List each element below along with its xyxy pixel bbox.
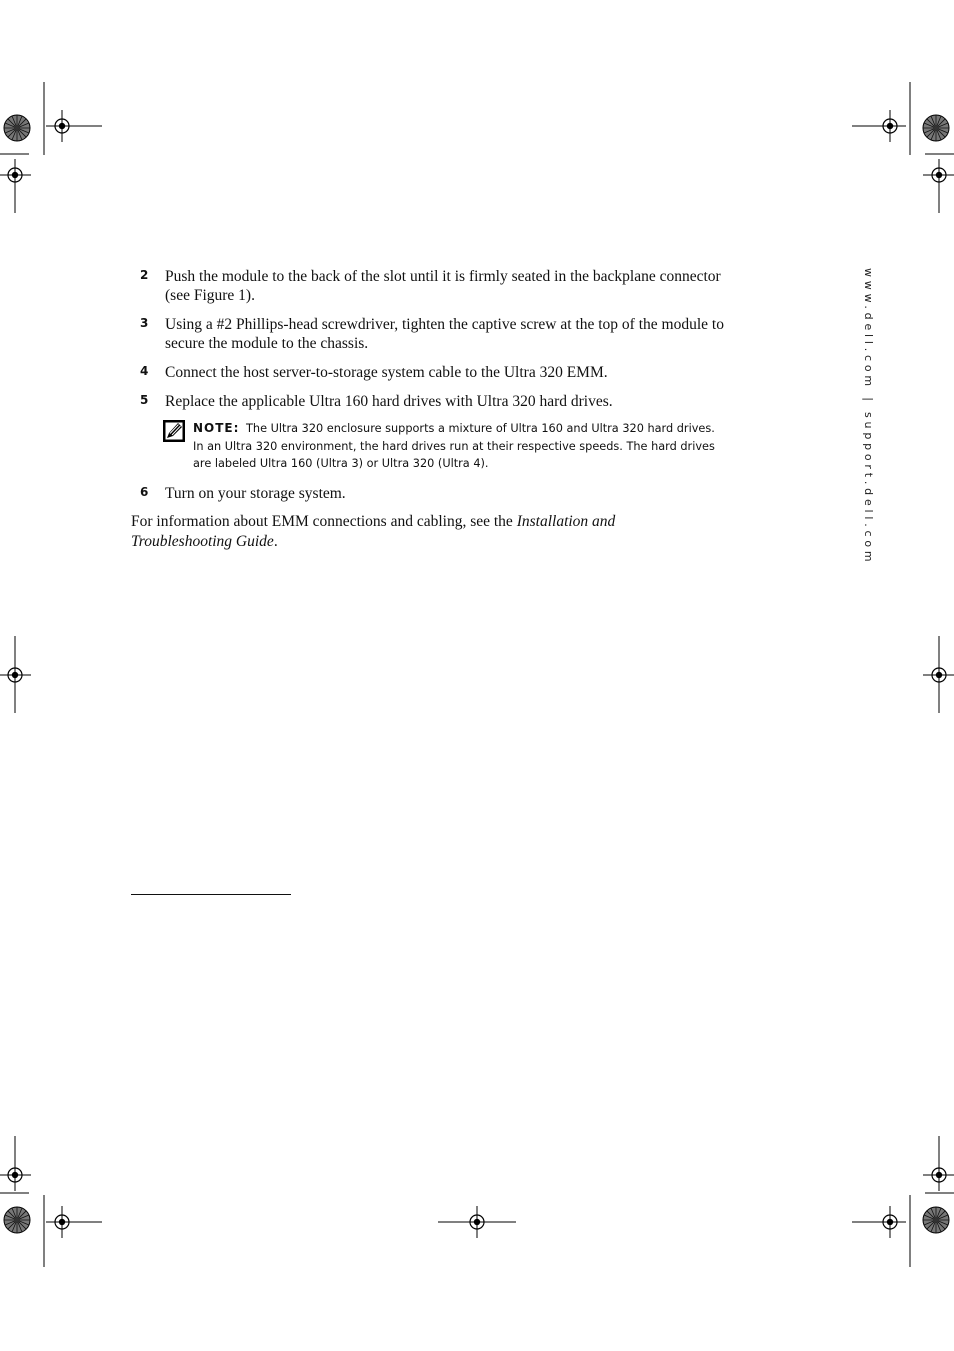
closing-paragraph (131, 512, 691, 552)
closing-text-end: . (273, 533, 278, 550)
note-body: The Ultra 320 enclosure supports a mixture of Ultra 160 and Ultra 320 hard drives. In an Ultra 320 environment, the hard drives run at their respective speeds. The hard drives are labeled Ultra 160 (Ultra 3) or Ultra 320 (Ultra 4). (193, 422, 715, 470)
step-text: Turn on your storage system. (165, 485, 346, 502)
closing-text: For information about EMM connections and cabling, see the (131, 513, 517, 530)
step-number: 6 (140, 485, 149, 499)
sidebar-url: www.dell.com | support.dell.com (862, 268, 875, 566)
note-text (193, 420, 723, 473)
note-label: NOTE: (193, 421, 240, 435)
step-number: 2 (140, 268, 149, 282)
step-number: 4 (140, 364, 149, 378)
step-text: Replace the applicable Ultra 160 hard drives with Ultra 320 hard drives. (165, 393, 613, 410)
step-number: 3 (140, 316, 149, 330)
footnote-rule (131, 894, 291, 895)
step-text: Connect the host server-to-storage system cable to the Ultra 320 EMM. (165, 364, 608, 381)
step-number: 5 (140, 393, 149, 407)
step-text: Using a #2 Phillips-head screwdriver, tighten the captive screw at the top of the module to secure the module to the chassis. (165, 316, 724, 352)
step-text: Push the module to the back of the slot until it is firmly seated in the backplane connector (see Figure 1). (165, 268, 721, 304)
guide-title: Installation and Troubleshooting Guide (131, 513, 616, 550)
pencil-note-icon (163, 420, 185, 442)
